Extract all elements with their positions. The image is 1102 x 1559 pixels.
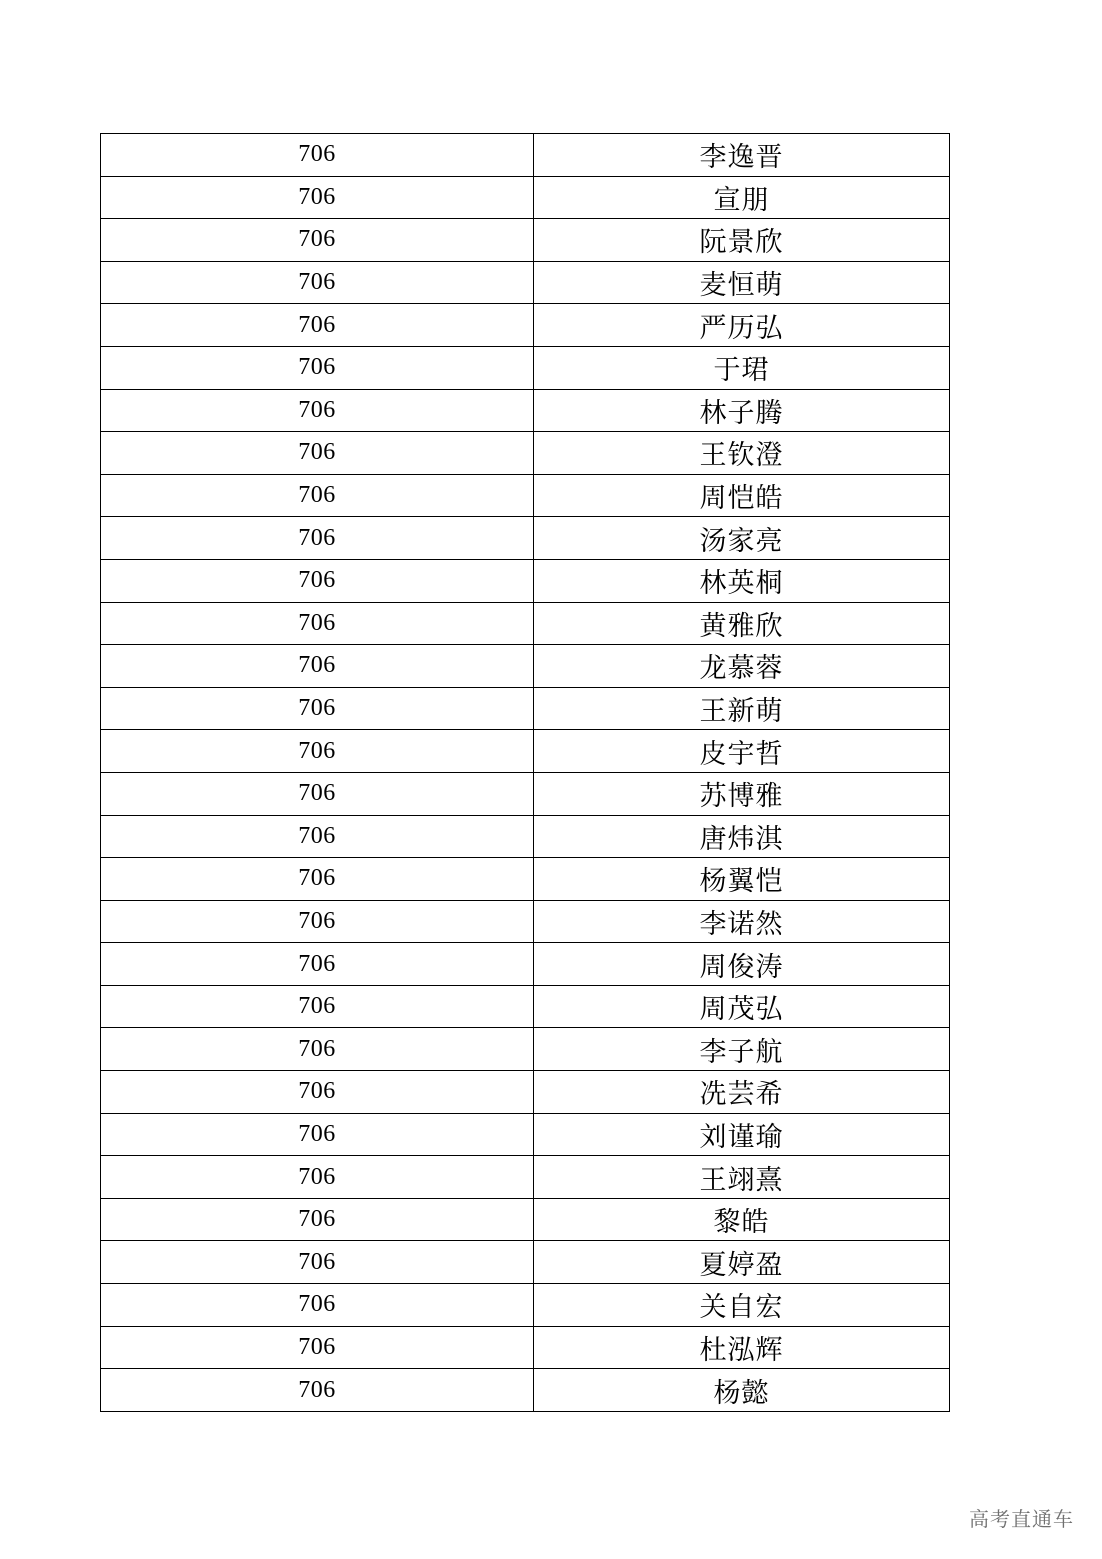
- name-cell: 严历弘: [534, 304, 950, 347]
- score-cell: 706: [101, 134, 534, 177]
- score-cell: 706: [101, 1028, 534, 1071]
- name-cell: 王钦澄: [534, 432, 950, 475]
- name-cell: 汤家亮: [534, 517, 950, 560]
- score-cell: 706: [101, 943, 534, 986]
- score-cell: 706: [101, 219, 534, 262]
- table-row: [101, 474, 950, 517]
- table-row: [101, 304, 950, 347]
- table-row: [101, 1198, 950, 1241]
- score-cell: 706: [101, 687, 534, 730]
- name-cell: 王翊熹: [534, 1156, 950, 1199]
- score-cell: 706: [101, 730, 534, 773]
- table-row: [101, 261, 950, 304]
- name-cell: 李逸晋: [534, 134, 950, 177]
- name-cell: 阮景欣: [534, 219, 950, 262]
- score-cell: 706: [101, 304, 534, 347]
- table-row: [101, 1028, 950, 1071]
- name-cell: 黎皓: [534, 1198, 950, 1241]
- table-row: [101, 1156, 950, 1199]
- table-row: [101, 687, 950, 730]
- score-cell: 706: [101, 176, 534, 219]
- table-row: [101, 1284, 950, 1327]
- table-row: [101, 517, 950, 560]
- name-cell: 周恺皓: [534, 474, 950, 517]
- score-table: [100, 133, 950, 1412]
- score-cell: 706: [101, 858, 534, 901]
- name-cell: 黄雅欣: [534, 602, 950, 645]
- table-row: [101, 1071, 950, 1114]
- score-cell: 706: [101, 1071, 534, 1114]
- score-cell: 706: [101, 1198, 534, 1241]
- name-cell: 杜泓辉: [534, 1326, 950, 1369]
- score-cell: 706: [101, 900, 534, 943]
- table-row: [101, 1113, 950, 1156]
- score-cell: 706: [101, 261, 534, 304]
- table-row: [101, 389, 950, 432]
- table-body: [101, 134, 950, 1412]
- score-cell: 706: [101, 389, 534, 432]
- table-row: [101, 730, 950, 773]
- score-cell: 706: [101, 346, 534, 389]
- table-row: [101, 943, 950, 986]
- score-cell: 706: [101, 432, 534, 475]
- name-cell: 杨懿: [534, 1369, 950, 1412]
- score-cell: 706: [101, 1113, 534, 1156]
- name-cell: 李子航: [534, 1028, 950, 1071]
- score-cell: 706: [101, 645, 534, 688]
- name-cell: 林子腾: [534, 389, 950, 432]
- name-cell: 唐炜淇: [534, 815, 950, 858]
- name-cell: 宣朋: [534, 176, 950, 219]
- table-row: [101, 815, 950, 858]
- score-cell: 706: [101, 474, 534, 517]
- table-row: [101, 1369, 950, 1412]
- watermark-text: 高考直通车: [969, 1507, 1074, 1531]
- score-cell: 706: [101, 1241, 534, 1284]
- score-cell: 706: [101, 559, 534, 602]
- name-cell: 周茂弘: [534, 985, 950, 1028]
- score-cell: 706: [101, 1284, 534, 1327]
- table-row: [101, 1241, 950, 1284]
- score-cell: 706: [101, 1326, 534, 1369]
- table-row: [101, 1326, 950, 1369]
- name-cell: 王新萌: [534, 687, 950, 730]
- score-cell: 706: [101, 1369, 534, 1412]
- name-cell: 林英桐: [534, 559, 950, 602]
- score-cell: 706: [101, 815, 534, 858]
- score-cell: 706: [101, 602, 534, 645]
- name-cell: 于珺: [534, 346, 950, 389]
- table-row: [101, 432, 950, 475]
- name-cell: 龙慕蓉: [534, 645, 950, 688]
- name-cell: 夏婷盈: [534, 1241, 950, 1284]
- table-row: [101, 985, 950, 1028]
- table-row: [101, 176, 950, 219]
- name-cell: 刘谨瑜: [534, 1113, 950, 1156]
- table-row: [101, 219, 950, 262]
- name-cell: 杨翼恺: [534, 858, 950, 901]
- score-cell: 706: [101, 985, 534, 1028]
- table-row: [101, 900, 950, 943]
- score-cell: 706: [101, 1156, 534, 1199]
- table-row: [101, 559, 950, 602]
- table-row: [101, 602, 950, 645]
- score-cell: 706: [101, 517, 534, 560]
- name-cell: 李诺然: [534, 900, 950, 943]
- name-cell: 关自宏: [534, 1284, 950, 1327]
- table-row: [101, 346, 950, 389]
- name-cell: 周俊涛: [534, 943, 950, 986]
- table-row: [101, 772, 950, 815]
- name-cell: 冼芸希: [534, 1071, 950, 1114]
- table-row: [101, 134, 950, 177]
- score-cell: 706: [101, 772, 534, 815]
- name-cell: 苏博雅: [534, 772, 950, 815]
- name-cell: 皮宇哲: [534, 730, 950, 773]
- table-row: [101, 645, 950, 688]
- table-row: [101, 858, 950, 901]
- name-cell: 麦恒萌: [534, 261, 950, 304]
